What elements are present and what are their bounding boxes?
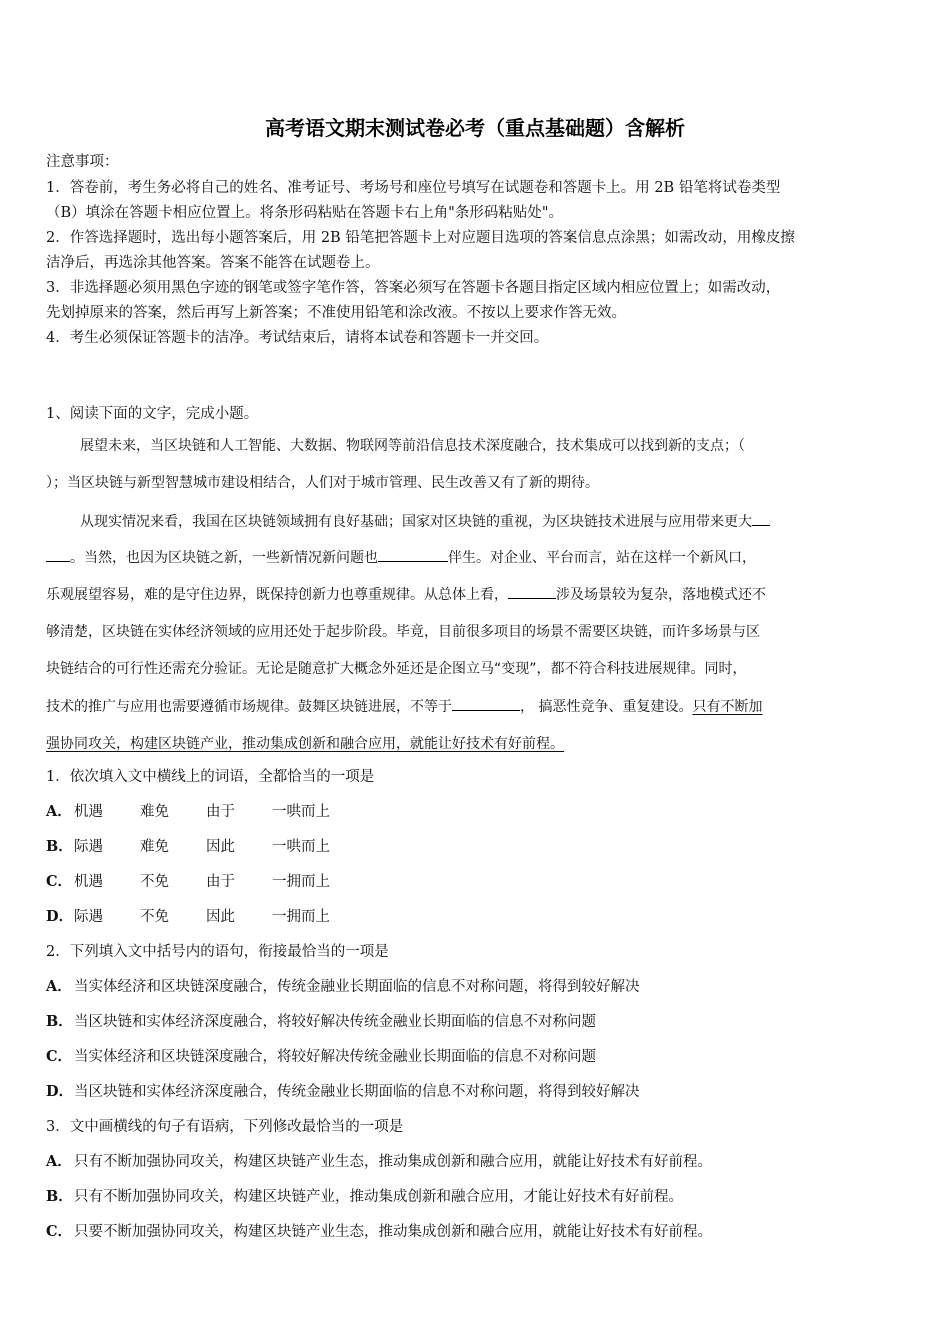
option-label: B． <box>46 1013 73 1030</box>
option-label: D． <box>46 908 74 925</box>
option-word: 机遇 <box>74 804 103 820</box>
page-title: 高考语文期末测试卷必考（重点基础题）含解析 <box>265 116 685 140</box>
option-label: C． <box>46 1223 73 1240</box>
option-label: A． <box>46 978 72 995</box>
question-2-option-c[interactable] <box>46 1047 596 1067</box>
question-3-option-c[interactable] <box>46 1222 712 1242</box>
option-label: C． <box>46 1048 73 1065</box>
option-word: 际遇 <box>74 839 103 855</box>
passage-text: 涉及场景较为复杂，落地模式还不 <box>556 587 766 603</box>
option-text: 只有不断加强协同攻关，构建区块链产业，推动集成创新和融合应用，才能让好技术有好前程。 <box>74 1189 683 1205</box>
question-3-option-a[interactable] <box>46 1152 712 1172</box>
passage-text: ， 搞恶性竞争、重复建设。 <box>520 699 693 715</box>
passage-line: 展望未来，当区块链和人工智能、大数据、物联网等前沿信息技术深度融合，技术集成可以找到新的支点；（ <box>80 438 745 454</box>
passage-line <box>46 547 756 568</box>
option-label: A． <box>46 1153 72 1170</box>
option-text: 当区块链和实体经济深度融合，将较好解决传统金融业长期面临的信息不对称问题 <box>74 1014 596 1030</box>
option-word: 一拥而上 <box>272 874 330 890</box>
option-text: 只要不断加强协同攻关，构建区块链产业生态，推动集成创新和融合应用，就能让好技术有好前程。 <box>74 1224 712 1240</box>
question-1-option-b[interactable] <box>46 837 338 857</box>
option-word: 际遇 <box>74 909 103 925</box>
option-label: B． <box>46 1188 73 1205</box>
passage-line: 块链结合的可行性还需充分验证。无论是随意扩大概念外延还是企图立马“变现”，都不符合科技进展规律。同时， <box>46 661 747 677</box>
option-label: A． <box>46 803 72 820</box>
question-1-option-d[interactable] <box>46 907 338 927</box>
question-3-option-b[interactable] <box>46 1187 683 1207</box>
option-word: 由于 <box>206 874 235 890</box>
underlined-sentence: 只有不断加 <box>692 699 763 715</box>
option-word: 难免 <box>140 839 169 855</box>
question-1-option-c[interactable] <box>46 872 338 892</box>
option-label: B． <box>46 838 73 855</box>
underlined-sentence: 强协同攻关，构建区块链产业，推动集成创新和融合应用，就能让好技术有好前程。 <box>46 736 564 752</box>
question-3-stem: 3．文中画横线的句子有语病，下列修改最恰当的一项是 <box>46 1119 404 1135</box>
passage-text: 乐观展望容易，难的是守住边界，既保持创新力也尊重规律。从总体上看， <box>46 587 508 603</box>
passage-line: 够清楚，区块链在实体经济领域的应用还处于起步阶段。毕竟，目前很多项目的场景不需要区块链，而许多场景与区 <box>46 624 760 640</box>
passage-line <box>46 696 762 717</box>
blank-4 <box>452 696 520 711</box>
notice-line: 洁净后，再选涂其他答案。答案不能答在试题卷上。 <box>46 255 380 271</box>
question-2-option-a[interactable] <box>46 977 640 997</box>
notice-line: 1．答卷前，考生务必将自己的姓名、准考证号、考场号和座位号填写在试题卷和答题卡上。用 2B 铅笔将试卷类型 <box>46 180 781 196</box>
passage-text: 。当然，也因为区块链之新，一些新情况新问题也 <box>70 550 378 566</box>
notice-heading: 注意事项： <box>46 154 119 170</box>
notice-line: （B）填涂在答题卡相应位置上。将条形码粘贴在答题卡右上角"条形码粘贴处"。 <box>46 205 563 221</box>
notice-line: 先划掉原来的答案，然后再写上新答案；不准使用铅笔和涂改液。不按以上要求作答无效。 <box>46 305 626 321</box>
option-text: 当区块链和实体经济深度融合，传统金融业长期面临的信息不对称问题，将得到较好解决 <box>74 1084 640 1100</box>
option-word: 难免 <box>140 804 169 820</box>
blank-2 <box>378 547 448 562</box>
option-word: 由于 <box>206 804 235 820</box>
section-intro: 1、阅读下面的文字，完成小题。 <box>46 406 259 422</box>
option-word: 机遇 <box>74 874 103 890</box>
passage-text: 技术的推广与应用也需要遵循市场规律。鼓舞区块链进展，不等于 <box>46 699 452 715</box>
passage-text: 从现实情况来看，我国在区块链领域拥有良好基础；国家对区块链的重视，为区块链技术进展与应用带来更大 <box>80 514 752 530</box>
question-1-option-a[interactable] <box>46 802 338 822</box>
notice-line: 3．非选择题必须用黑色字迹的钢笔或签字笔作答，答案必须写在答题卡各题目指定区域内相应位置上；如需改动， <box>46 280 781 296</box>
option-word: 一哄而上 <box>272 804 330 820</box>
option-word: 不免 <box>140 874 169 890</box>
option-text: 只有不断加强协同攻关，构建区块链产业生态，推动集成创新和融合应用，就能让好技术有好前程。 <box>74 1154 712 1170</box>
passage-line <box>46 584 766 605</box>
option-word: 不免 <box>140 909 169 925</box>
option-text: 当实体经济和区块链深度融合，将较好解决传统金融业长期面临的信息不对称问题 <box>74 1049 596 1065</box>
blank-1 <box>752 511 770 526</box>
passage-line: ）；当区块链与新型智慧城市建设相结合，人们对于城市管理、民生改善又有了新的期待。 <box>46 475 599 491</box>
option-label: C． <box>46 873 73 890</box>
question-2-option-d[interactable] <box>46 1082 640 1102</box>
notice-line: 2．作答选择题时，选出每小题答案后，用 2B 铅笔把答题卡上对应题目选项的答案信息点涂黑；如需改动，用橡皮擦 <box>46 230 795 246</box>
notice-line: 4．考生必须保证答题卡的洁净。考试结束后，请将本试卷和答题卡一并交回。 <box>46 330 549 346</box>
option-text: 当实体经济和区块链深度融合，传统金融业长期面临的信息不对称问题，将得到较好解决 <box>74 979 640 995</box>
passage-text: 伴生。对企业、平台而言，站在这样一个新风口， <box>448 550 756 566</box>
blank-1-cont <box>46 547 70 562</box>
option-word: 因此 <box>206 909 235 925</box>
passage-line <box>80 511 770 532</box>
option-label: D． <box>46 1083 74 1100</box>
option-word: 因此 <box>206 839 235 855</box>
option-word: 一拥而上 <box>272 909 330 925</box>
blank-3 <box>508 584 556 599</box>
question-2-option-b[interactable] <box>46 1012 596 1032</box>
question-1-stem: 1．依次填入文中横线上的词语，全都恰当的一项是 <box>46 769 375 785</box>
option-word: 一哄而上 <box>272 839 330 855</box>
question-2-stem: 2．下列填入文中括号内的语句，衔接最恰当的一项是 <box>46 944 389 960</box>
